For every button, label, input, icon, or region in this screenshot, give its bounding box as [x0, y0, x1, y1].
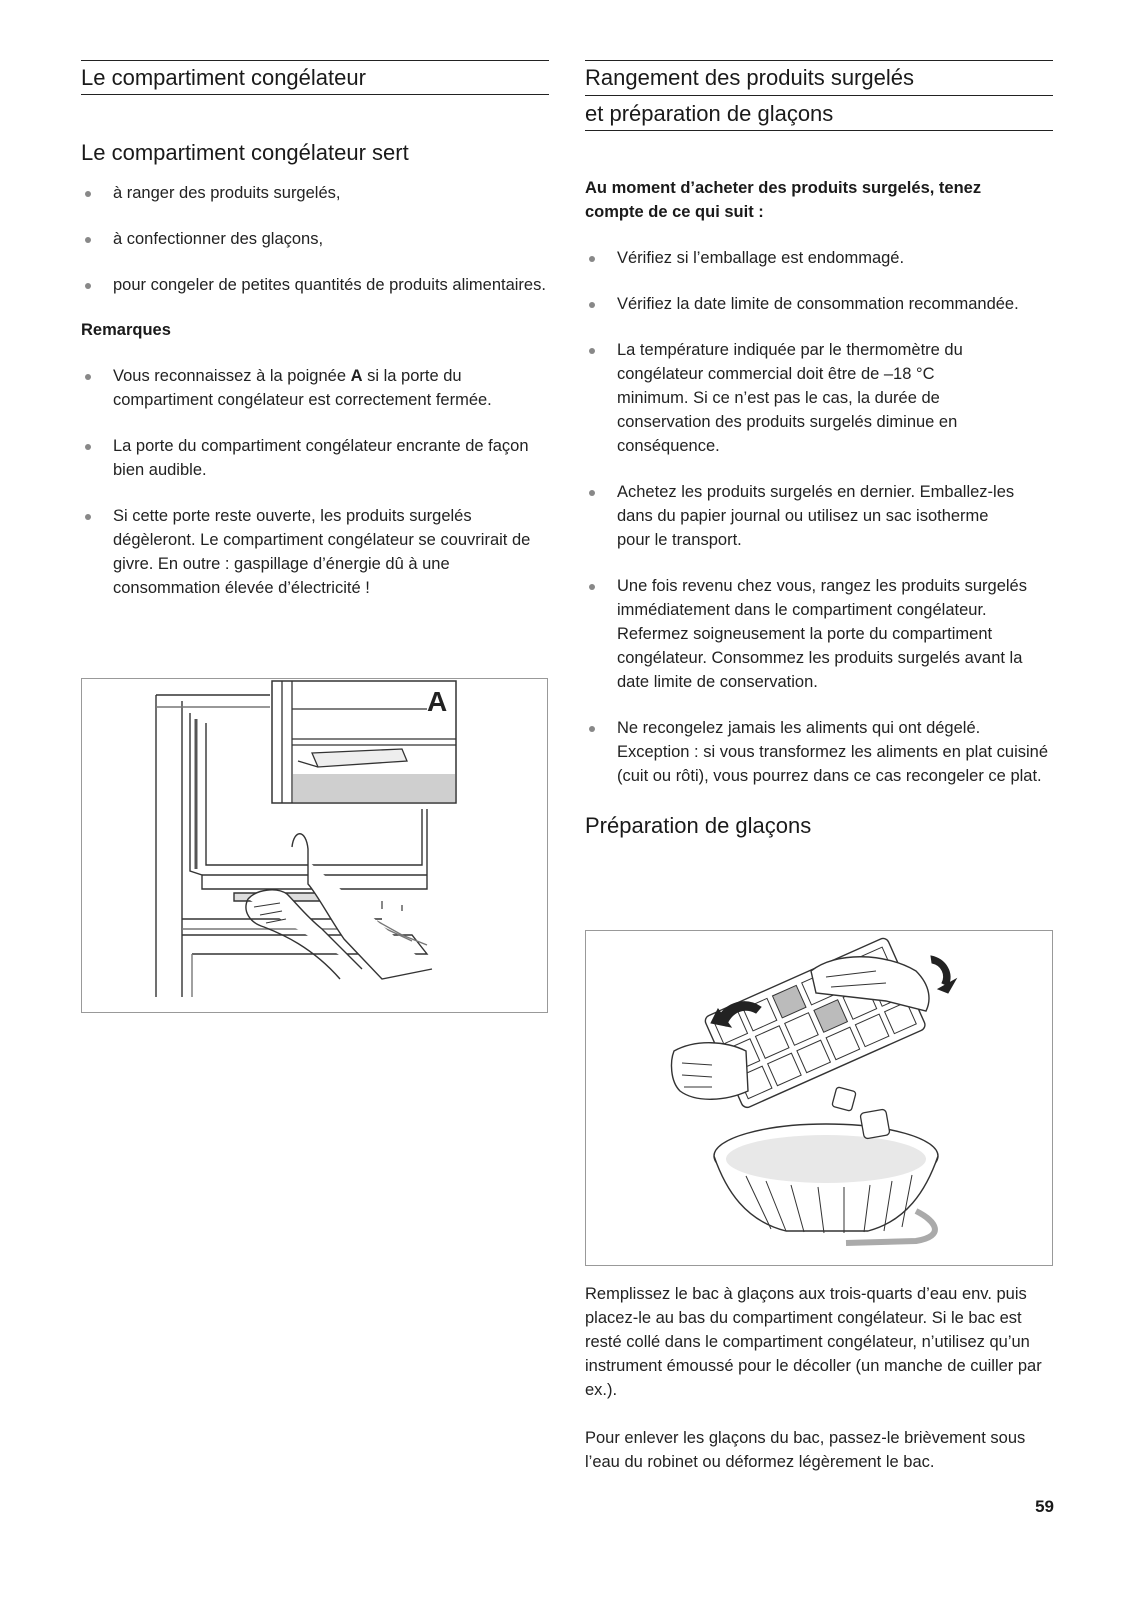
- ice-tray-illustration: [585, 930, 1053, 1266]
- page-number: 59: [1035, 1497, 1054, 1516]
- subtitle-freezer-uses: Le compartiment congélateur sert: [81, 140, 409, 165]
- list-item: à confectionner des glaçons,: [81, 227, 549, 251]
- ice-tray-drawing: [586, 931, 1052, 1265]
- section-title-line1: Rangement des produits surgelés: [585, 65, 914, 90]
- handle-label: A: [427, 686, 448, 717]
- list-item: Si cette porte reste ouverte, les produits surgelés dégèleront. Le compartiment congélateur se couvrirait de givre. En outre : gaspillage d’énergie dû à une consommation élevée d’électricité !: [81, 504, 549, 600]
- uses-list: [81, 181, 549, 297]
- section-title-line2: et préparation de glaçons: [585, 95, 1053, 127]
- list-item: La température indiquée par le thermomètre du congélateur commercial doit être de –18 °C minimum. Si ce n’est pas le cas, la durée de conservation des produits surgelés diminue en conséquence.: [585, 338, 1053, 458]
- list-item: La porte du compartiment congélateur encrante de façon bien audible.: [81, 434, 549, 482]
- list-item: à ranger des produits surgelés,: [81, 181, 549, 205]
- ice-paragraph-fill: Remplissez le bac à glaçons aux trois-quarts d’eau env. puis placez-le au bas du compartiment congélateur. Si le bac est resté collé dans le compartiment congélateur, n’utilisez qu’un instrument émoussé pour le décoller (un manche de cuiller par ex.).: [585, 1285, 1042, 1399]
- list-item: pour congeler de petites quantités de produits alimentaires.: [81, 273, 549, 297]
- handle-letter: A: [350, 367, 363, 385]
- purchase-tips-list: [585, 246, 1053, 788]
- ice-instructions: [585, 1282, 1045, 1474]
- left-column: [81, 60, 549, 600]
- freezer-door-illustration: [81, 678, 548, 1013]
- list-item: Ne recongelez jamais les aliments qui ont dégelé. Exception : si vous transformez les aliments en plat cuisiné (cuit ou rôti), vous pourrez dans ce cas recongeler ce plat.: [585, 716, 1053, 788]
- remarks-label: Remarques: [81, 321, 171, 339]
- ice-paragraph-remove: Pour enlever les glaçons du bac, passez-le brièvement sous l’eau du robinet ou déformez légèrement le bac.: [585, 1429, 1026, 1471]
- list-item: [81, 364, 549, 412]
- list-item: Achetez les produits surgelés en dernier. Emballez-les dans du papier journal ou utilisez un sac isotherme pour le transport.: [585, 480, 1053, 552]
- section-title-freezer: Le compartiment congélateur: [81, 60, 549, 95]
- list-item: Vérifiez la date limite de consommation recommandée.: [585, 292, 1053, 316]
- purchase-intro: Au moment d’acheter des produits surgelés, tenez compte de ce qui suit :: [585, 179, 982, 221]
- list-item: Vérifiez si l’emballage est endommagé.: [585, 246, 1053, 270]
- remark-text: Vous reconnaissez à la poignée: [113, 367, 351, 385]
- section-title-storage: [585, 60, 1053, 131]
- ice-title: Préparation de glaçons: [585, 813, 812, 838]
- remarks-list: [81, 364, 549, 600]
- right-column: [585, 60, 1053, 840]
- remark-text: si la porte du compartiment congélateur est correctement fermée.: [113, 367, 492, 409]
- freezer-door-drawing: [82, 679, 547, 1012]
- list-item: Une fois revenu chez vous, rangez les produits surgelés immédiatement dans le compartiment congélateur. Refermez soigneusement la porte du compartiment congélateur. Consommez les produits surgelés avant la date limite de conservation.: [585, 574, 1053, 694]
